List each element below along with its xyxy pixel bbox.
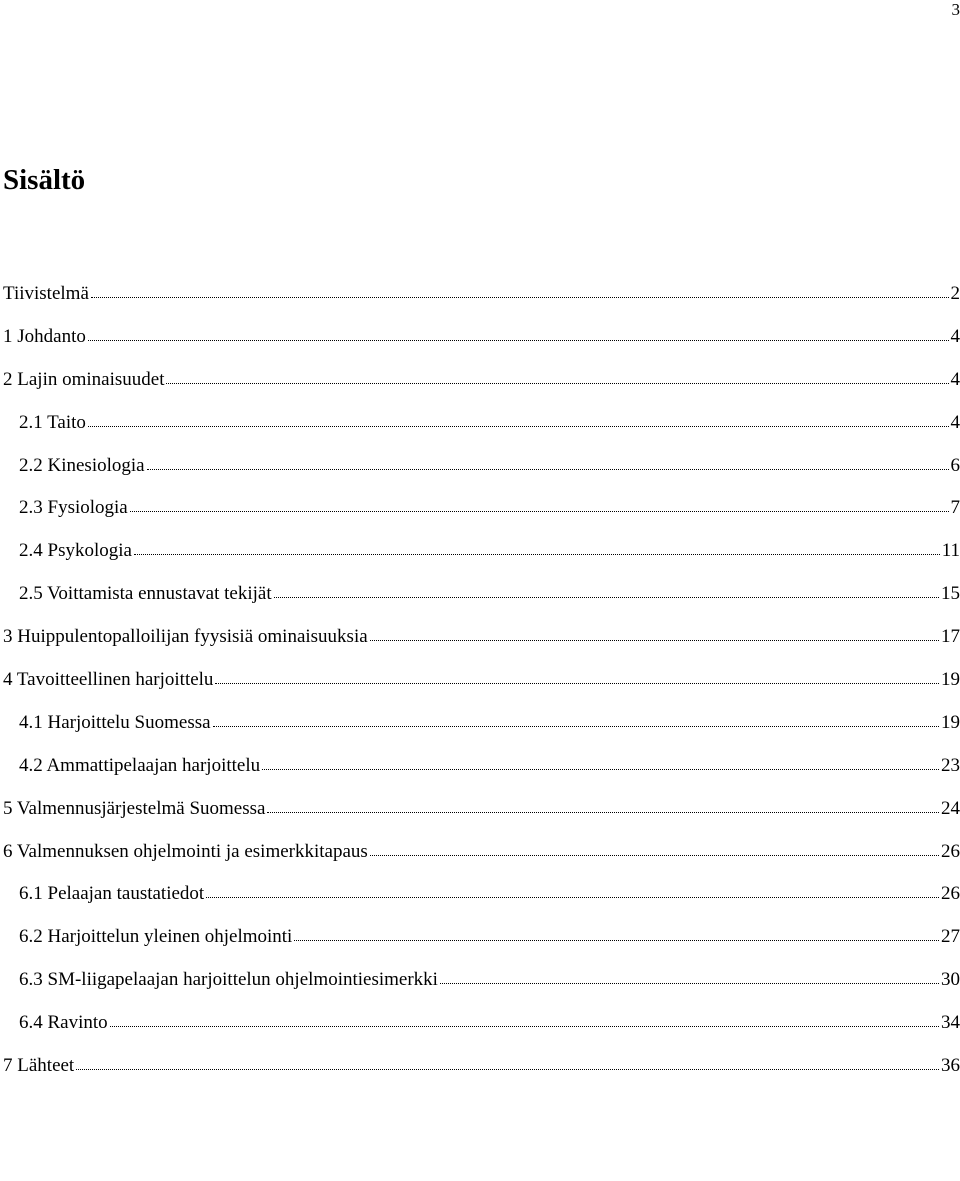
toc-entry-label: 5 Valmennusjärjestelmä Suomessa xyxy=(3,797,266,819)
toc-entry-label: 4.2 Ammattipelaajan harjoittelu xyxy=(19,754,261,776)
dot-leader xyxy=(166,379,948,384)
toc-entry[interactable] xyxy=(3,536,960,579)
toc-entry-page-number: 24 xyxy=(941,797,960,819)
toc-entry-label: 3 Huippulentopalloilijan fyysisiä ominaisuuksia xyxy=(3,626,368,648)
toc-entry[interactable] xyxy=(3,493,960,536)
toc-entry[interactable] xyxy=(3,751,960,794)
toc-entry-label: 2.3 Fysiologia xyxy=(19,497,128,519)
toc-entry[interactable] xyxy=(3,365,960,408)
toc-entry-page-number: 23 xyxy=(941,754,960,776)
page-number: 3 xyxy=(951,0,960,19)
dot-leader xyxy=(262,765,939,770)
toc-entry-label: 1 Johdanto xyxy=(3,325,86,347)
toc-entry[interactable] xyxy=(3,794,960,837)
dot-leader xyxy=(147,465,949,470)
toc-entry-page-number: 19 xyxy=(941,669,960,691)
toc-entry-label: 2.2 Kinesiologia xyxy=(19,454,145,476)
toc-entry-page-number: 17 xyxy=(941,626,960,648)
toc-entry-label: 7 Lähteet xyxy=(3,1055,75,1077)
toc-entry[interactable] xyxy=(3,622,960,665)
toc-entry-label: 2.5 Voittamista ennustavat tekijät xyxy=(19,583,272,605)
toc-entry-page-number: 4 xyxy=(950,411,960,433)
toc-entry[interactable] xyxy=(3,322,960,365)
toc-entry-label: Tiivistelmä xyxy=(3,283,89,304)
toc-entry-page-number: 34 xyxy=(941,1012,960,1034)
toc-entry-label: 6.4 Ravinto xyxy=(19,1012,108,1034)
toc-entry[interactable] xyxy=(3,579,960,622)
toc-entry-label: 2.1 Taito xyxy=(19,411,86,433)
dot-leader xyxy=(440,979,939,984)
toc-entry-label: 6 Valmennuksen ohjelmointi ja esimerkkitapaus xyxy=(3,840,368,862)
toc-entry-page-number: 11 xyxy=(941,540,960,562)
dot-leader xyxy=(130,507,949,512)
toc-entry-label: 6.1 Pelaajan taustatiedot xyxy=(19,883,205,905)
toc-entry-label: 2 Lajin ominaisuudet xyxy=(3,368,165,390)
toc-entry-page-number: 4 xyxy=(950,368,960,390)
toc-entry[interactable] xyxy=(3,665,960,708)
toc-title: Sisältö xyxy=(3,164,86,196)
dot-leader xyxy=(206,893,939,898)
toc-entry-page-number: 36 xyxy=(941,1055,960,1077)
toc-entry-page-number: 30 xyxy=(941,969,960,991)
toc-entry-label: 4.1 Harjoittelu Suomessa xyxy=(19,711,211,733)
dot-leader xyxy=(370,636,939,641)
toc-entry-label: 6.3 SM-liigapelaajan harjoittelun ohjelmointiesimerkki xyxy=(19,969,438,991)
dot-leader xyxy=(76,1065,939,1070)
toc-entry-page-number: 19 xyxy=(941,711,960,733)
toc-entry[interactable] xyxy=(3,879,960,922)
toc-entry-page-number: 26 xyxy=(941,883,960,905)
table-of-contents xyxy=(3,279,960,1094)
dot-leader xyxy=(215,679,939,684)
toc-entry-page-number: 26 xyxy=(941,840,960,862)
toc-entry-page-number: 7 xyxy=(950,497,960,519)
dot-leader xyxy=(370,851,939,856)
dot-leader xyxy=(267,808,939,813)
toc-entry-page-number: 2 xyxy=(950,283,960,304)
toc-entry-page-number: 4 xyxy=(950,325,960,347)
toc-entry[interactable] xyxy=(3,837,960,880)
dot-leader xyxy=(88,336,949,341)
toc-entry-label: 4 Tavoitteellinen harjoittelu xyxy=(3,669,214,691)
toc-entry[interactable] xyxy=(3,922,960,965)
toc-entry[interactable] xyxy=(3,1008,960,1051)
toc-entry-page-number: 6 xyxy=(950,454,960,476)
toc-entry[interactable] xyxy=(3,408,960,451)
toc-entry-page-number: 15 xyxy=(941,583,960,605)
toc-entry[interactable] xyxy=(3,965,960,1008)
dot-leader xyxy=(88,422,949,427)
toc-entry[interactable] xyxy=(3,1051,960,1094)
toc-entry-page-number: 27 xyxy=(941,926,960,948)
toc-entry[interactable] xyxy=(3,279,960,322)
dot-leader xyxy=(294,936,939,941)
toc-entry-label: 6.2 Harjoittelun yleinen ohjelmointi xyxy=(19,926,293,948)
toc-entry[interactable] xyxy=(3,708,960,751)
dot-leader xyxy=(274,593,939,598)
dot-leader xyxy=(110,1022,939,1027)
toc-entry[interactable] xyxy=(3,451,960,494)
dot-leader xyxy=(91,293,949,298)
toc-entry-label: 2.4 Psykologia xyxy=(19,540,132,562)
dot-leader xyxy=(213,722,939,727)
dot-leader xyxy=(134,550,940,555)
